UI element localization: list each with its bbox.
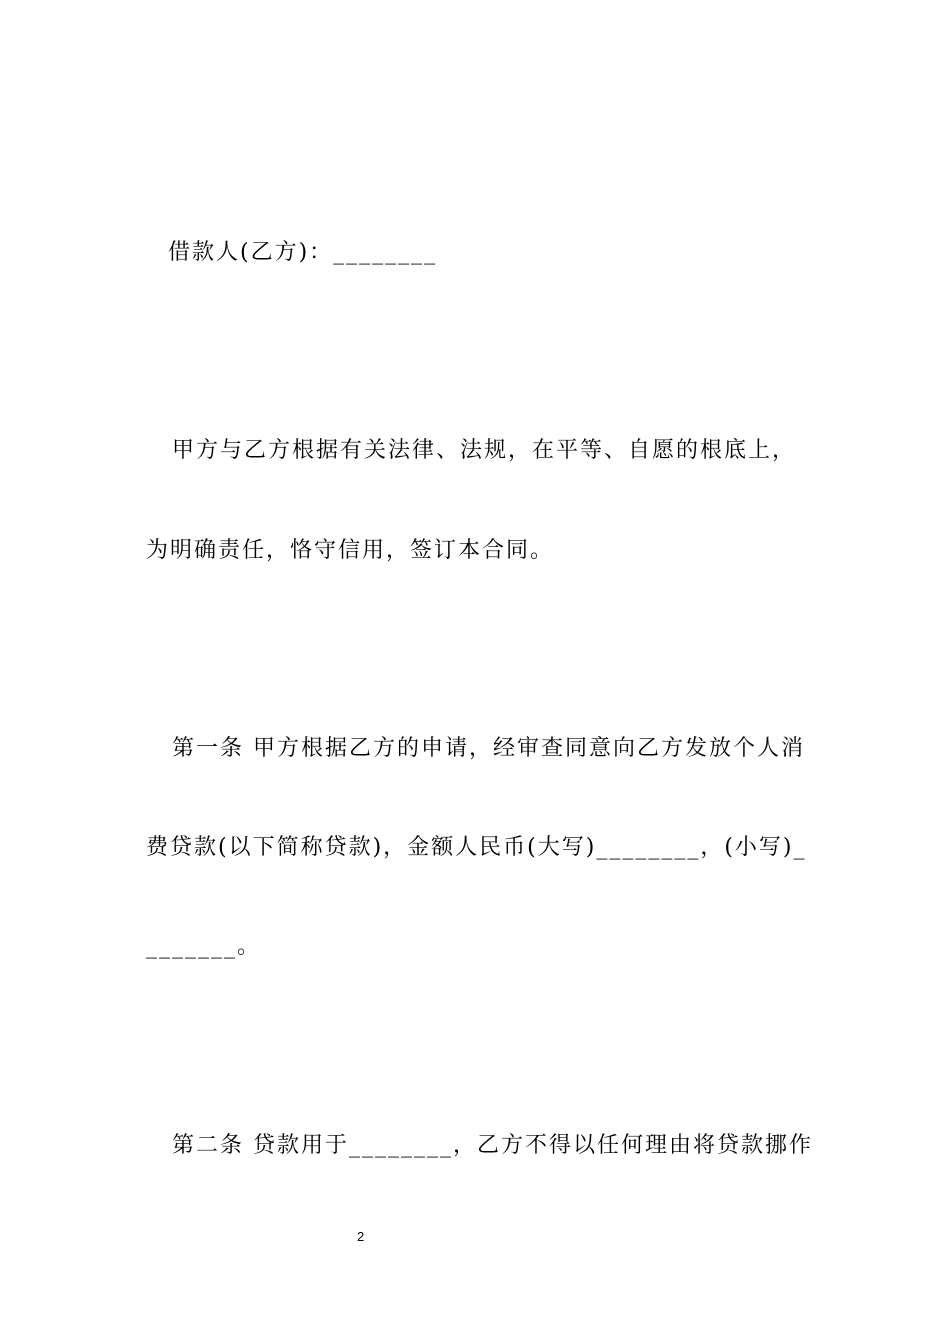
article-2-line-1: 第二条 贷款用于________，乙方不得以任何理由将贷款挪作 (172, 1133, 813, 1158)
article-1-line-3: _______。 (146, 934, 262, 959)
page-number: 2 (357, 1229, 365, 1244)
preamble-line-2: 为明确责任，恪守信用，签订本合同。 (146, 538, 555, 563)
article-1-line-1: 第一条 甲方根据乙方的申请，经审查同意向乙方发放个人消 (172, 736, 805, 761)
preamble-line-1: 甲方与乙方根据有关法律、法规，在平等、自愿的根底上， (172, 438, 797, 463)
article-1-line-2: 费贷款(以下简称贷款)，金额人民币(大写)________，(小写)_ (146, 835, 807, 860)
borrower-line: 借款人(乙方)：________ (168, 240, 438, 265)
